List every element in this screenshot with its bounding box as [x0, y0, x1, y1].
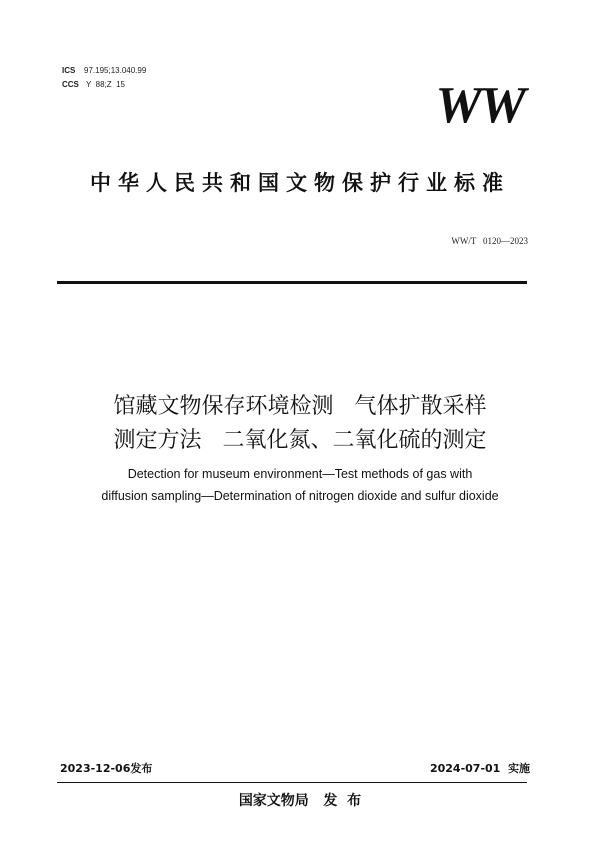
- ics-value: 97.195;13.040.99: [84, 66, 147, 75]
- ics-line: [62, 64, 146, 78]
- ccs-value: Y 88;Z 15: [86, 80, 125, 89]
- ccs-label: CCS: [62, 80, 79, 89]
- footer-divider: [57, 782, 527, 783]
- standard-type-title: 中华人民共和国文物保护行业标准: [90, 171, 510, 195]
- publisher: 国家文物局 发 布: [238, 793, 362, 809]
- chinese-title: [0, 390, 600, 458]
- ww-logo: WW: [435, 77, 524, 134]
- chinese-title-line-2: 测定方法 二氧化氮、二氧化硫的测定: [113, 428, 487, 453]
- header-divider: [57, 281, 527, 284]
- classification-codes: [62, 64, 146, 92]
- ics-label: ICS: [62, 66, 76, 75]
- english-title-line-2: diffusion sampling—Determination of nitrogen dioxide and sulfur dioxide: [101, 489, 499, 503]
- standard-code: WW/T 0120—2023: [451, 236, 528, 246]
- english-title: [0, 463, 600, 507]
- chinese-title-line-1: 馆藏文物保存环境检测 气体扩散采样: [113, 394, 487, 419]
- implement-date: 2024-07-01 实施: [429, 762, 530, 775]
- publish-date: 2023-12-06发布: [60, 762, 153, 775]
- ccs-line: [62, 78, 146, 92]
- english-title-line-1: Detection for museum environment—Test methods of gas with: [127, 467, 473, 481]
